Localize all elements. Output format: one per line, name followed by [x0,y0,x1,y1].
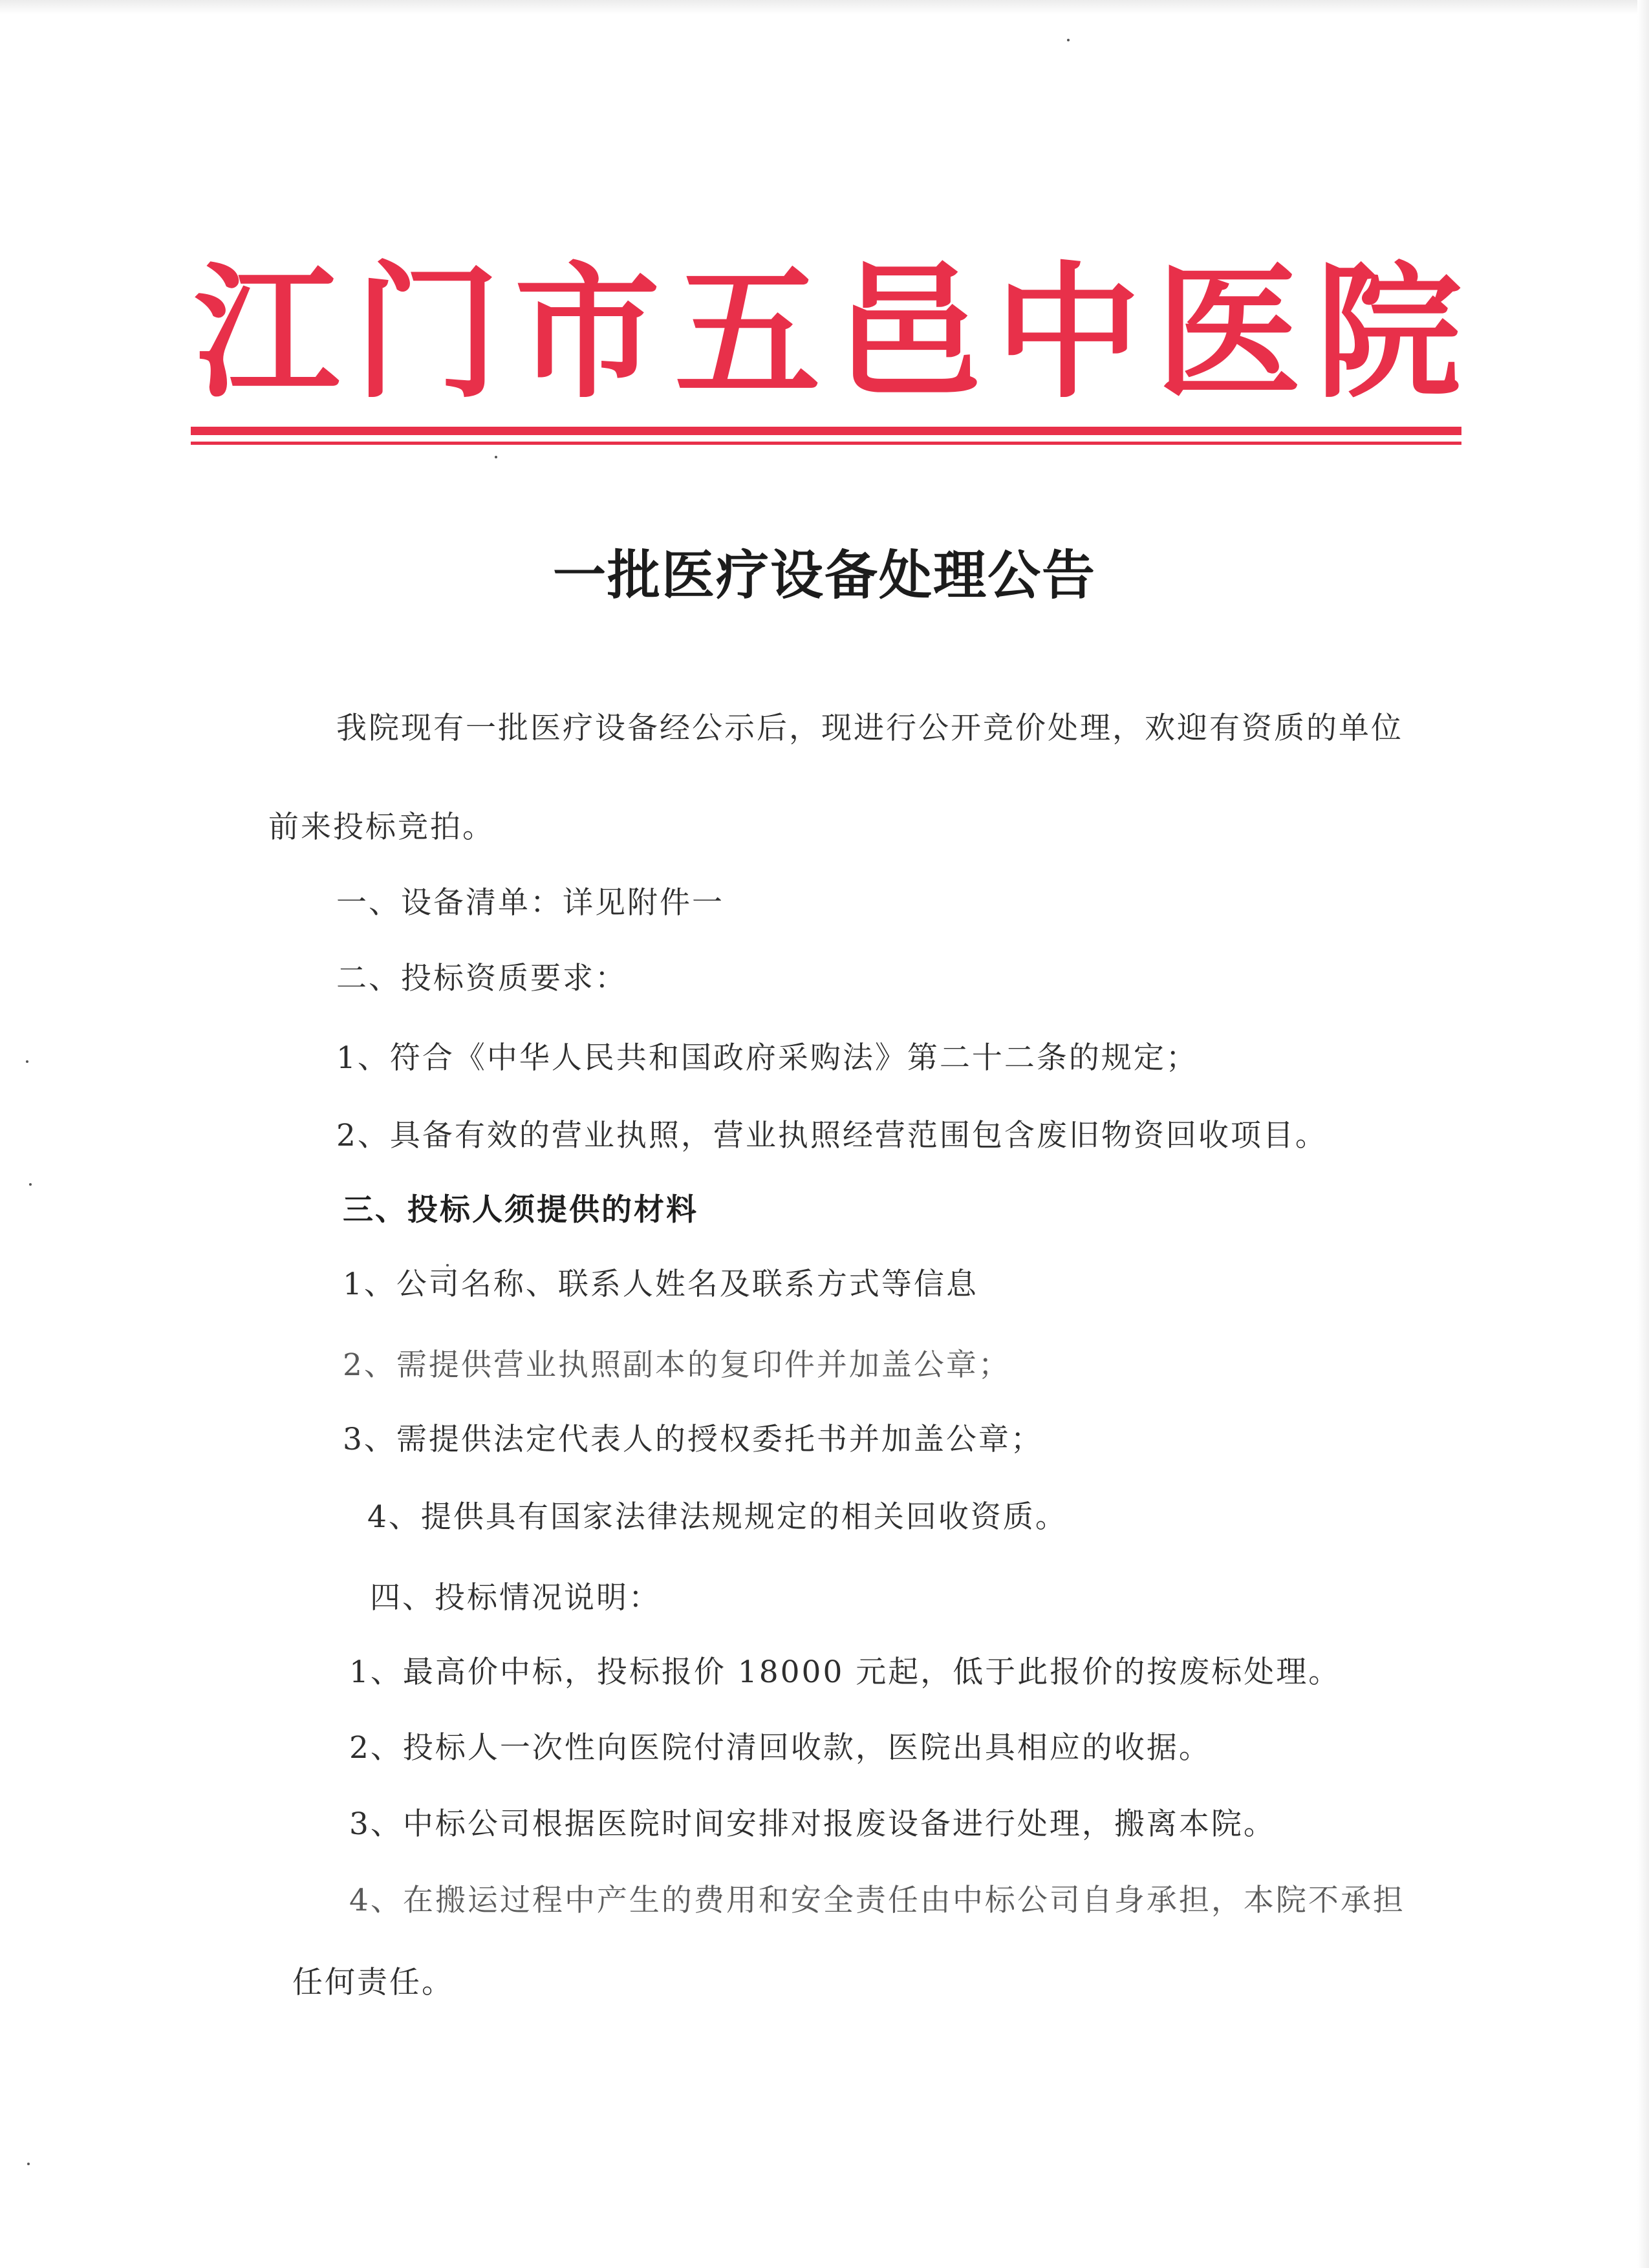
letterhead-char: 院 [1315,248,1461,418]
intro-paragraph-line-1: 我院现有一批医疗设备经公示后，现进行公开竞价处理，欢迎有资质的单位 [336,711,1403,746]
section-4-item-3: 3、中标公司根据医院时间安排对报废设备进行处理，搬离本院。 [349,1806,1276,1842]
document-title: 一批医疗设备处理公告 [552,544,1096,606]
letterhead-rule-thin [191,442,1461,445]
letterhead-char: 江 [194,248,339,418]
scan-speck [1067,39,1070,41]
section-3-item-3: 3、需提供法定代表人的授权委托书并加盖公章； [343,1422,1043,1457]
section-4-item-1: 1、最高价中标，投标报价 18000 元起，低于此报价的按废标处理。 [349,1654,1341,1690]
section-3-item-1: 1、公司名称、联系人姓名及联系方式等信息 [343,1267,978,1302]
scan-speck [26,1060,28,1063]
letterhead-char: 邑 [835,248,981,418]
section-3-heading: 三、投标人须提供的材料 [343,1192,698,1228]
scan-edge-right [1637,0,1649,2268]
letterhead-char: 市 [514,248,660,418]
scan-edge-top [0,0,1649,14]
section-4-item-2: 2、投标人一次性向医院付清回收款，医院出具相应的收据。 [349,1730,1211,1766]
letterhead-rule-thick [191,427,1461,435]
section-1-heading: 一、设备清单：详见附件一 [336,885,724,921]
letterhead-char: 五 [674,248,821,418]
scan-speck [29,1183,32,1186]
scan-speck [446,1264,449,1267]
section-4-item-4-line-1: 4、在搬运过程中产生的费用和安全责任由中标公司自身承担，本院不承担 [349,1883,1405,1918]
letterhead-char: 医 [1156,248,1302,418]
section-2-item-1: 1、符合《中华人民共和国政府采购法》第二十二条的规定； [336,1040,1198,1076]
section-4-heading: 四、投标情况说明： [370,1580,661,1616]
section-3-item-4: 4、提供具有国家法律法规规定的相关回收资质。 [367,1499,1068,1535]
section-3-item-2: 2、需提供营业执照副本的复印件并加盖公章； [343,1347,1011,1383]
section-2-item-2: 2、具备有效的营业执照，营业执照经营范围包含废旧物资回收项目。 [336,1118,1328,1153]
letterhead-hospital-name [194,248,1461,418]
scan-speck [27,2163,30,2165]
section-2-heading: 二、投标资质要求： [336,961,627,996]
section-4-item-4-line-2: 任何责任。 [292,1965,454,2000]
scan-speck [495,456,497,458]
intro-paragraph-line-2: 前来投标竞拍。 [268,809,495,845]
letterhead-char: 门 [354,248,500,418]
letterhead-char: 中 [995,248,1141,418]
